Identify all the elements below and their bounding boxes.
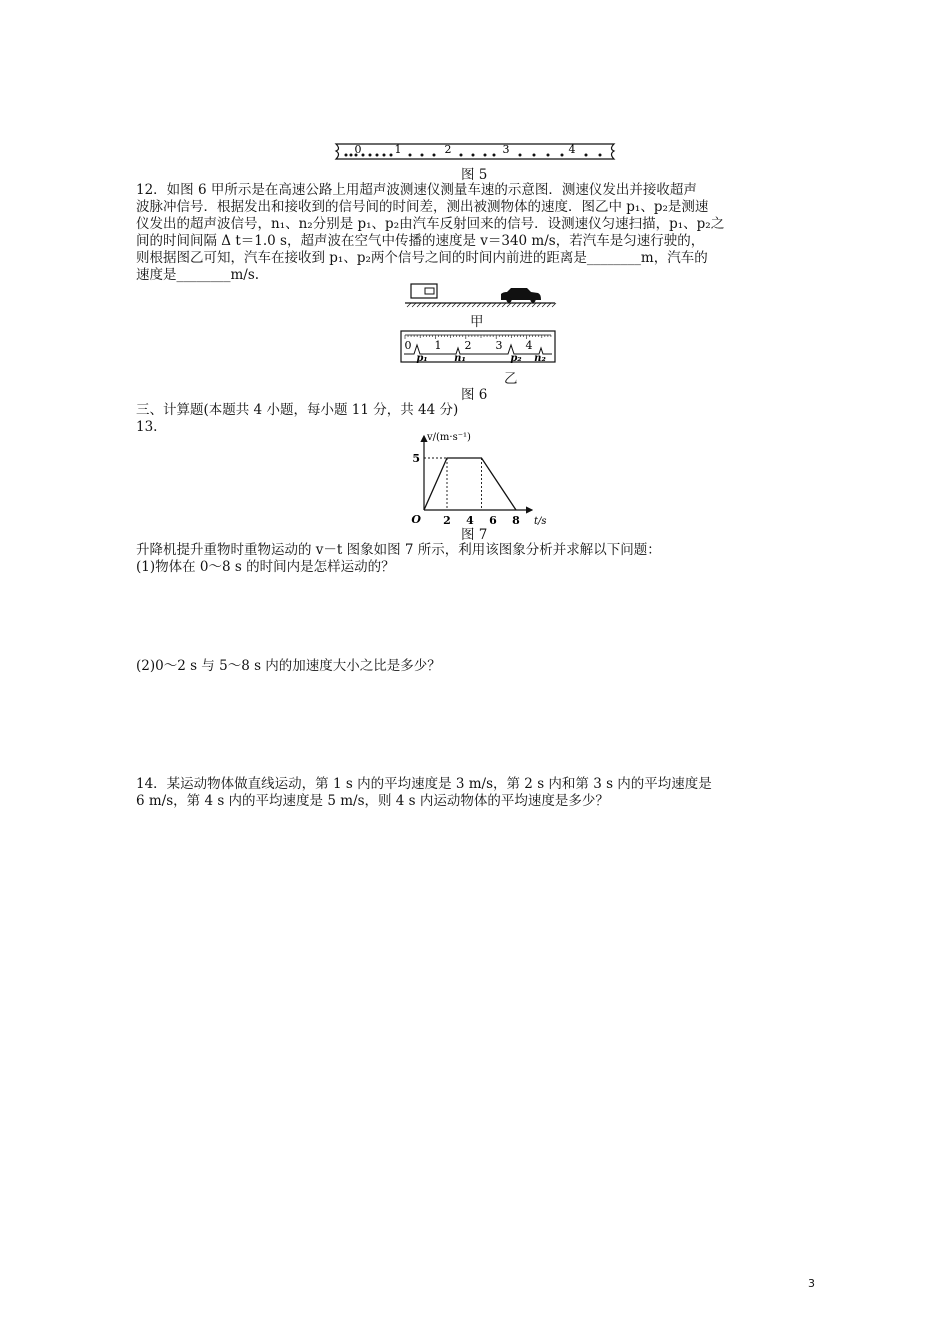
hatch-mark (512, 303, 516, 307)
y-axis-label: v/(m·s⁻¹) (427, 432, 471, 443)
hatch-mark (532, 303, 536, 307)
q13-part-1: (1)物体在 0～8 s 的时间内是怎样运动的？ (136, 559, 395, 575)
tape-dots (345, 154, 602, 157)
hatch-mark (507, 303, 511, 307)
signal-n2: n₂ (534, 353, 546, 364)
tape-tick-3: 3 (502, 143, 510, 156)
hatch-mark (447, 303, 451, 307)
figure-7-vt-graph (408, 432, 548, 526)
hatch-mark (542, 303, 546, 307)
signal-n1: n₁ (454, 353, 466, 364)
tape-dot-1 (350, 154, 353, 157)
hatch-mark (457, 303, 461, 307)
hatch-mark (432, 303, 436, 307)
q13-part-2: (2)0～2 s 与 5～8 s 内的加速度大小之比是多少？ (136, 658, 441, 674)
q12-line-2: 波脉冲信号．根据发出和接收到的信号间的时间差，测出被测物体的速度．图乙中 p₁、p₂是测速 (136, 199, 709, 215)
figure-6b-scale (400, 330, 556, 364)
hatch-mark (412, 303, 416, 307)
hatch-mark (462, 303, 466, 307)
tape-dot-6 (383, 154, 386, 157)
road-hatching (407, 303, 556, 307)
hatch-mark (522, 303, 526, 307)
figure-7-caption: 图 7 (461, 527, 488, 543)
tape-dot-9 (421, 154, 424, 157)
hatch-mark (452, 303, 456, 307)
x-tick-6: 6 (489, 514, 497, 527)
vt-series-line (424, 458, 516, 510)
hatch-mark (437, 303, 441, 307)
tape-dot-8 (409, 154, 412, 157)
hatch-mark (497, 303, 501, 307)
figure-6b-label: 乙 (504, 371, 518, 387)
tape-dot-10 (433, 154, 436, 157)
signal-p2: p₂ (510, 353, 522, 364)
hatch-mark (417, 303, 421, 307)
hatch-mark (547, 303, 551, 307)
hatch-mark (527, 303, 531, 307)
tape-dot-3 (362, 154, 365, 157)
hatch-mark (552, 303, 556, 307)
tape-dot-0 (345, 154, 348, 157)
tape-tick-0: 0 (354, 143, 362, 156)
tape-dot-13 (484, 154, 487, 157)
x-axis-label: t/s (534, 516, 547, 527)
q12-line-1: 12．如图 6 甲所示是在高速公路上用超声波测速仪测量车速的示意图．测速仪发出并接收超声 (136, 182, 697, 198)
q14-line-1: 14．某运动物体做直线运动，第 1 s 内的平均速度是 3 m/s，第 2 s 内和第 3 s 内的平均速度是 (136, 776, 712, 792)
q13-intro: 升降机提升重物时重物运动的 v－t 图象如图 7 所示，利用该图象分析并求解以下问题： (136, 542, 661, 558)
section-3-heading: 三、计算题(本题共 4 小题，每小题 11 分，共 44 分) (136, 402, 459, 418)
hatch-mark (487, 303, 491, 307)
hatch-mark (422, 303, 426, 307)
figure-6a-label: 甲 (470, 314, 484, 330)
hatch-mark (517, 303, 521, 307)
scale-tick-4: 4 (525, 339, 533, 352)
hatch-mark (467, 303, 471, 307)
q13-number: 13. (136, 419, 158, 435)
x-tick-2: 2 (443, 514, 451, 527)
hatch-mark (472, 303, 476, 307)
q12-line-6: 速度是________m/s. (136, 267, 260, 283)
scale-tick-3: 3 (495, 339, 503, 352)
tape-dot-19 (585, 154, 588, 157)
origin-label: O (411, 513, 421, 526)
tape-dot-5 (376, 154, 379, 157)
tape-dot-4 (369, 154, 372, 157)
tape-tick-4: 4 (568, 143, 576, 156)
tape-dot-12 (472, 154, 475, 157)
tape-dot-15 (519, 154, 522, 157)
q12-line-4: 间的时间间隔 Δ t＝1.0 s，超声波在空气中传播的速度是 v＝340 m/s，若汽车是匀速行驶的， (136, 233, 705, 249)
tape-dot-7 (390, 154, 393, 157)
hatch-mark (427, 303, 431, 307)
scale-tick-2: 2 (464, 339, 472, 352)
scale-tick-1: 1 (434, 339, 442, 352)
guide-lines (424, 458, 482, 510)
hatch-mark (407, 303, 411, 307)
hatch-mark (492, 303, 496, 307)
hatch-mark (477, 303, 481, 307)
figure-5-tape (330, 140, 620, 162)
tape-dot-16 (533, 154, 536, 157)
y-tick-5: 5 (412, 452, 420, 465)
figure-6a-road (405, 282, 555, 312)
tape-dot-11 (460, 154, 463, 157)
tape-dot-14 (493, 154, 496, 157)
x-tick-8: 8 (512, 514, 520, 527)
tape-tick-2: 2 (444, 143, 452, 156)
hatch-mark (537, 303, 541, 307)
tape-tick-1: 1 (394, 143, 402, 156)
q12-line-5: 则根据图乙可知，汽车在接收到 p₁、p₂两个信号之间的时间内前进的距离是________m，汽车的 (136, 250, 708, 266)
q14-line-2: 6 m/s，第 4 s 内的平均速度是 5 m/s，则 4 s 内运动物体的平均速度是多少？ (136, 793, 609, 809)
figure-6-caption: 图 6 (461, 387, 488, 403)
scale-tick-0: 0 (404, 339, 412, 352)
hatch-mark (442, 303, 446, 307)
figure-5-caption: 图 5 (461, 167, 488, 183)
q12-line-3: 仪发出的超声波信号，n₁、n₂分别是 p₁、p₂由汽车反射回来的信号．设测速仪匀速扫描，p₁、p₂之 (136, 216, 725, 232)
x-tick-4: 4 (466, 514, 474, 527)
tape-dot-20 (599, 154, 602, 157)
car-icon (501, 288, 541, 303)
tape-dot-17 (547, 154, 550, 157)
signal-p1: p₁ (416, 353, 428, 364)
tape-dot-18 (561, 154, 564, 157)
hatch-mark (502, 303, 506, 307)
page-number: 3 (808, 1277, 815, 1290)
hatch-mark (482, 303, 486, 307)
